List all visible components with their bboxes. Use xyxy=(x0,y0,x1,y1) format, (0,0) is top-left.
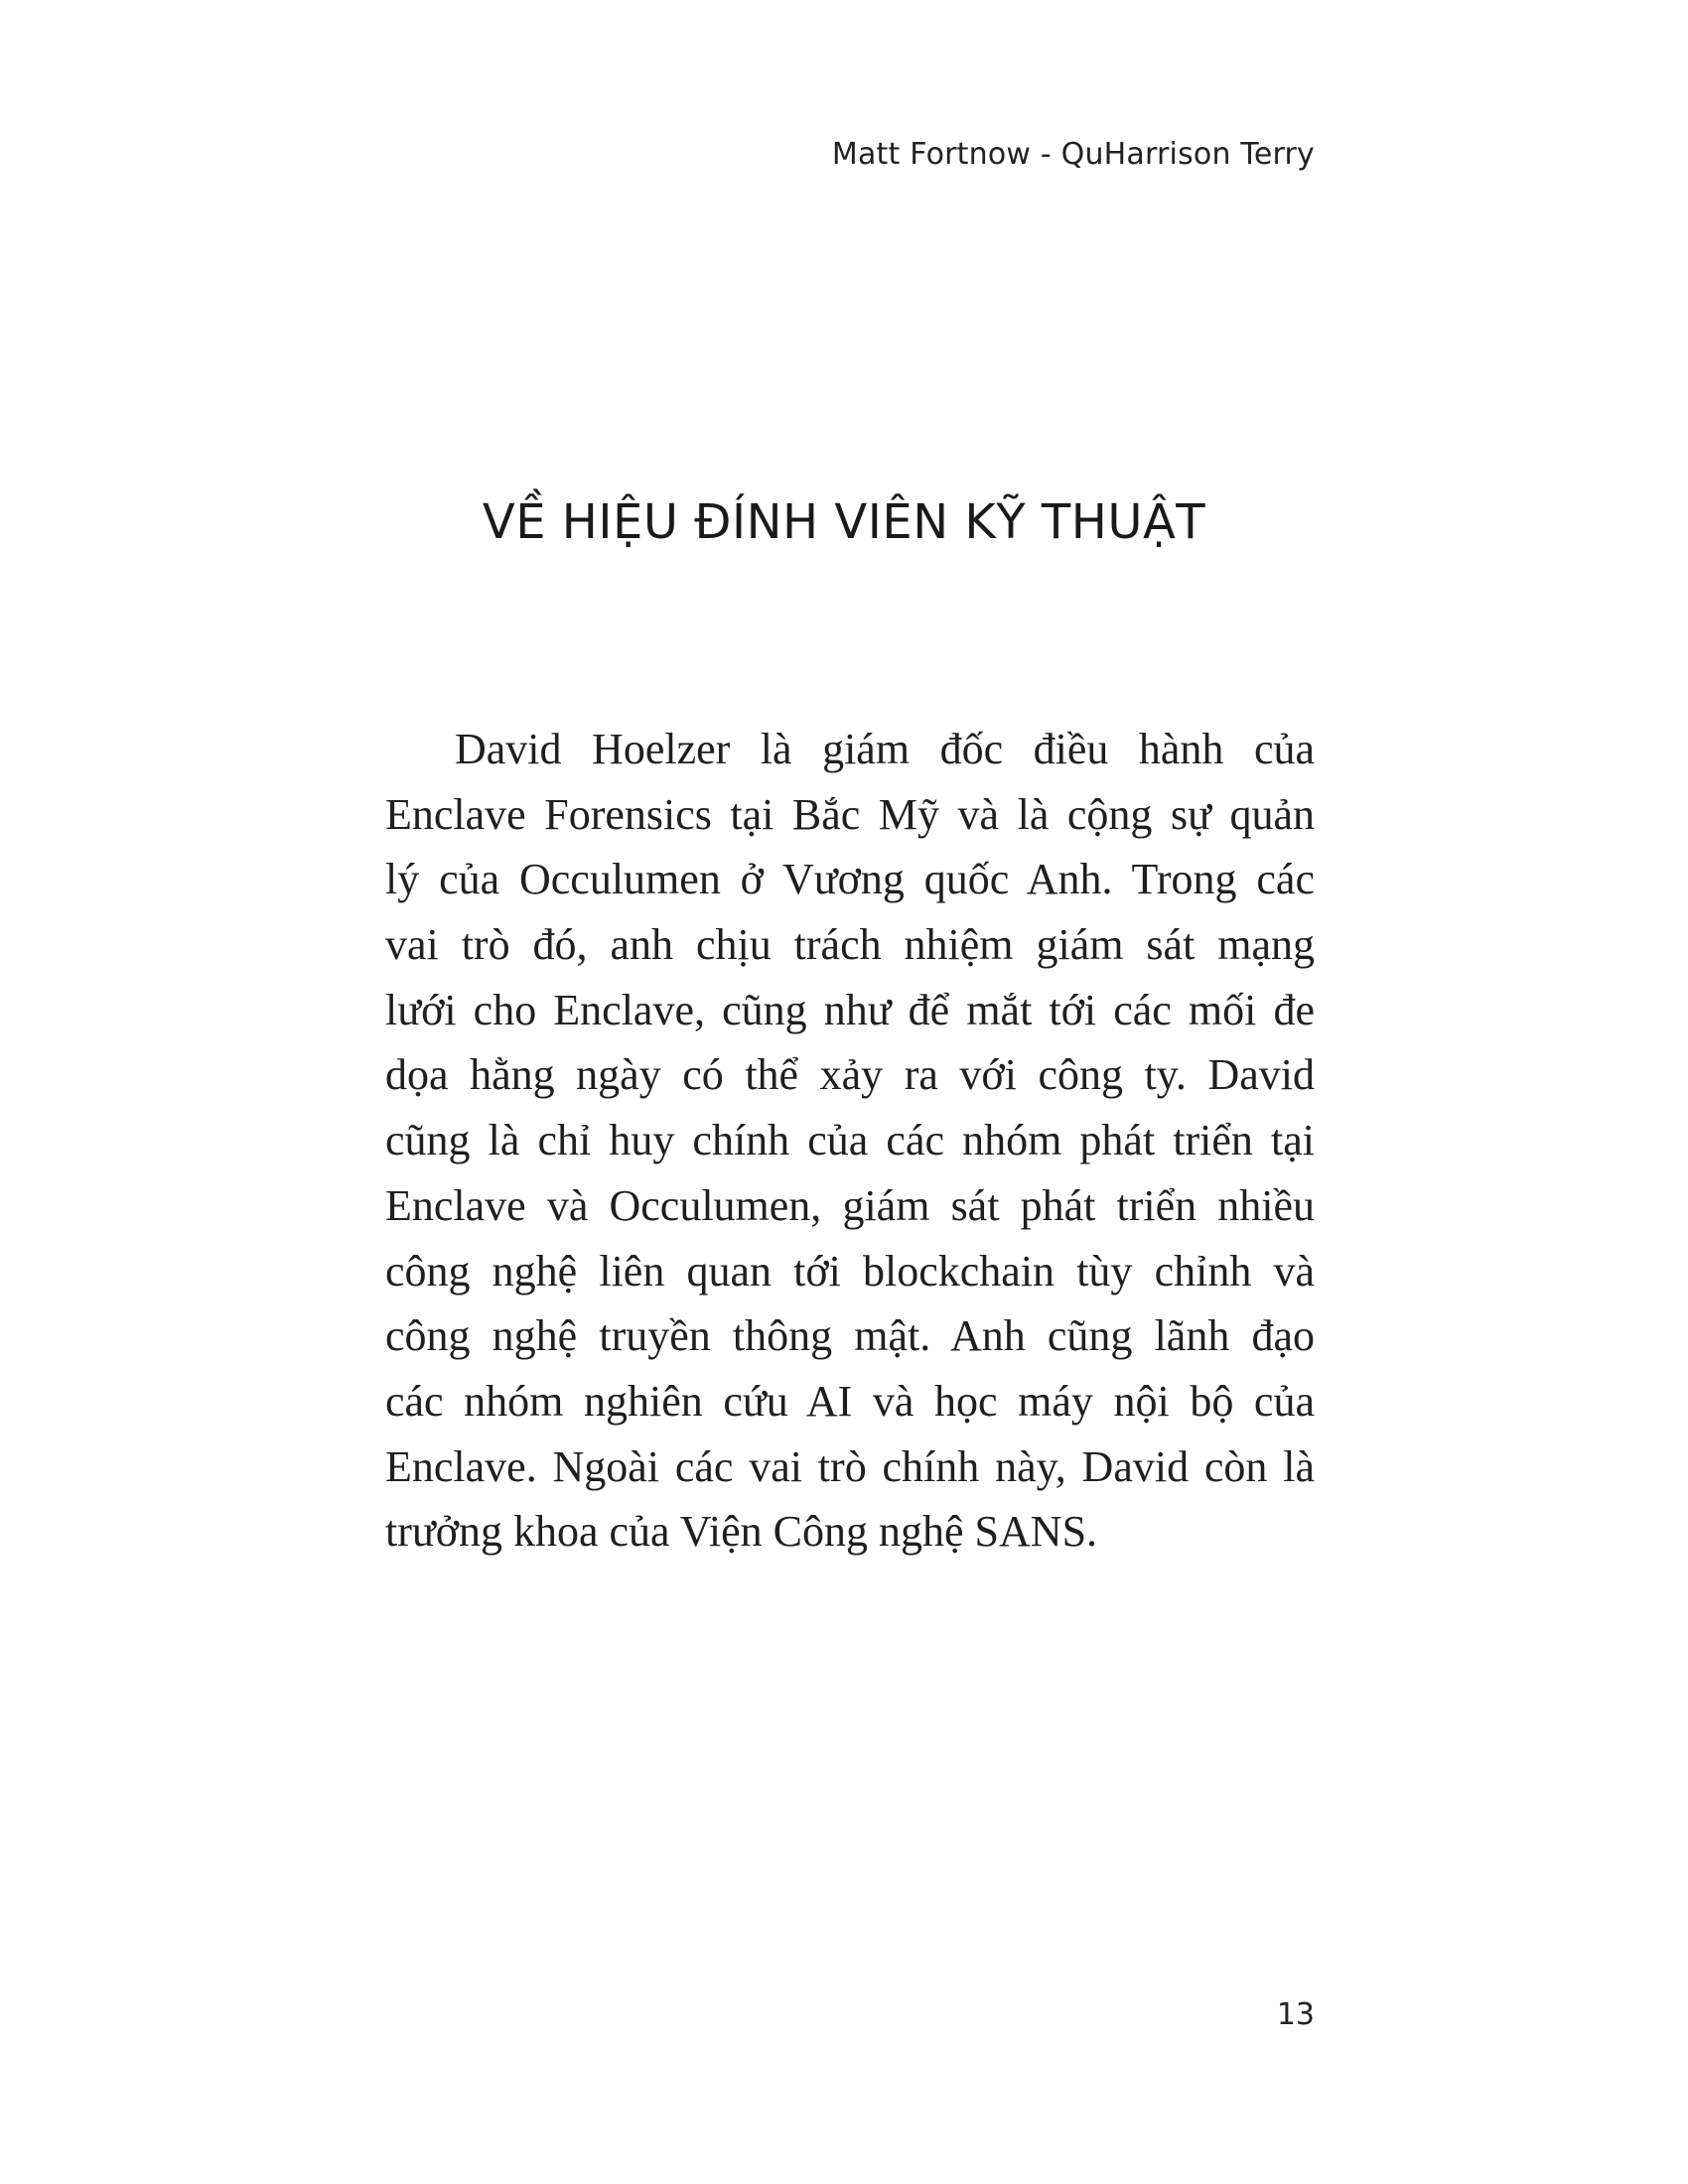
body-line: cũng là chỉ huy chính của các nhóm phát triển tại xyxy=(385,1116,1315,1165)
body-line: Enclave Forensics tại Bắc Mỹ và là cộng sự quản xyxy=(385,789,1315,839)
body-paragraph xyxy=(385,717,1315,1565)
running-header: Matt Fortnow - QuHarrison Terry xyxy=(831,137,1315,172)
body-line: Enclave. Ngoài các vai trò chính này, David còn là xyxy=(385,1441,1315,1491)
body-line: lý của Occulumen ở Vương quốc Anh. Trong các xyxy=(385,855,1315,904)
body-line: lưới cho Enclave, cũng như để mắt tới các mối đe xyxy=(385,985,1315,1034)
body-line: công nghệ truyền thông mật. Anh cũng lãnh đạo xyxy=(385,1311,1315,1361)
body-line: các nhóm nghiên cứu AI và học máy nội bộ của xyxy=(385,1376,1315,1426)
body-line: vai trò đó, anh chịu trách nhiệm giám sát mạng xyxy=(385,920,1315,970)
chapter-title: VỀ HIỆU ĐÍNH VIÊN KỸ THUẬT xyxy=(482,494,1206,550)
body-line: Enclave và Occulumen, giám sát phát triển nhiều xyxy=(385,1180,1315,1230)
body-line: công nghệ liên quan tới blockchain tùy chỉnh và xyxy=(385,1246,1315,1296)
body-line: David Hoelzer là giám đốc điều hành của xyxy=(455,725,1315,773)
page-number: 13 xyxy=(1276,1997,1315,2032)
body-line: dọa hằng ngày có thể xảy ra với công ty. David xyxy=(385,1050,1315,1100)
body-line: trưởng khoa của Viện Công nghệ SANS. xyxy=(385,1507,1098,1557)
